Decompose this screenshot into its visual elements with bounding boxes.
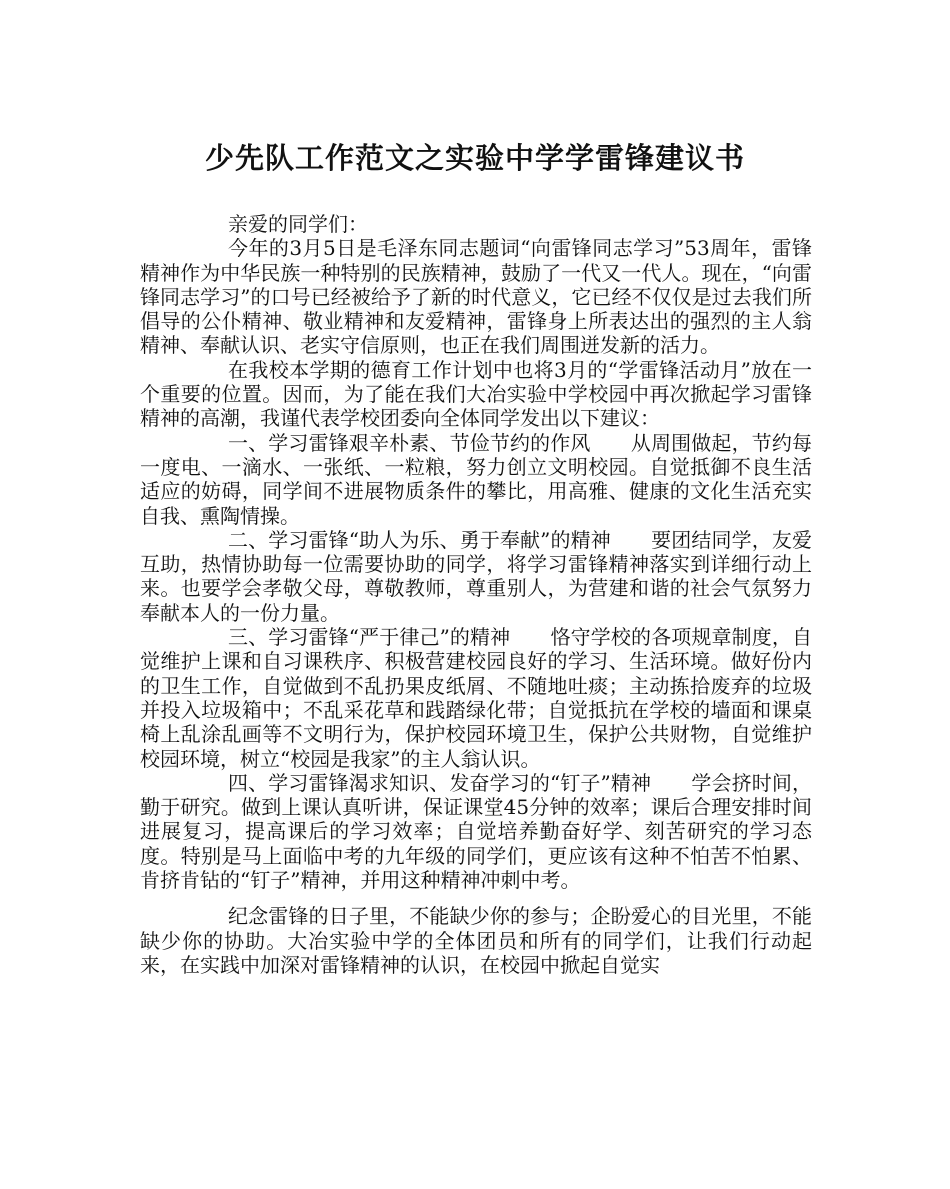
document-body [140,212,812,977]
paragraph-point-3: 三、学习雷锋“严于律己”的精神 恪守学校的各项规章制度，自觉维护上课和自习课秩序、积极营建校园良好的学习、生活环境。做好份内的卫生工作，自觉做到不乱扔果皮纸屑、不随地吐痰；主动拣拾废弃的垃圾并投入垃圾箱中；不乱采花草和践踏绿化带；自觉抵抗在学校的墙面和课桌椅上乱涂乱画等不文明行为，保护校园环境卫生，保护公共财物，自觉维护校园环境，树立“校园是我家”的主人翁认识。 [140,625,812,771]
paragraph-closing: 纪念雷锋的日子里，不能缺少你的参与；企盼爱心的目光里，不能缺少你的协助。大冶实验中学的全体团员和所有的同学们，让我们行动起来，在实践中加深对雷锋精神的认识，在校园中掀起自觉实 [140,904,812,977]
paragraph-point-4: 四、学习雷锋渴求知识、发奋学习的“钉子”精神 学会挤时间，勤于研究。做到上课认真听讲，保证课堂45分钟的效率；课后合理安排时间进展复习，提高课后的学习效率；自觉培养勤奋好学、刻苦研究的学习态度。特别是马上面临中考的九年级的同学们，更应该有这种不怕苦不怕累、肯挤肯钻的“钉子”精神，并用这种精神冲刺中考。 [140,770,812,893]
salutation: 亲爱的同学们： [228,212,368,236]
paragraph-intro: 今年的3月5日是毛泽东同志题词“向雷锋同志学习”53周年，雷锋精神作为中华民族一种特别的民族精神，鼓励了一代又一代人。现在，“向雷锋同志学习”的口号已经被给予了新的时代意义，它已经不仅仅是过去我们所倡导的公仆精神、敬业精神和友爱精神，雷锋身上所表达出的强烈的主人翁精神、奉献认识、老实守信原则，也正在我们周围迸发新的活力。 [140,236,812,358]
document-title: 少先队工作范文之实验中学学雷锋建议书 [204,141,745,175]
paragraph-plan: 在我校本学期的德育工作计划中也将3月的“学雷锋活动月”放在一个重要的位置。因而，为了能在我们大冶实验中学校园中再次掀起学习雷锋精神的高潮，我谨代表学校团委向全体同学发出以下建议： [140,357,812,431]
paragraph-point-2: 二、学习雷锋“助人为乐、勇于奉献”的精神 要团结同学，友爱互助，热情协助每一位需要协助的同学，将学习雷锋精神落实到详细行动上来。也要学会孝敬父母，尊敬教师，尊重别人，为营建和谐的社会气氛努力奉献本人的一份力量。 [140,527,812,625]
paragraph-point-1: 一、学习雷锋艰辛朴素、节俭节约的作风 从周围做起，节约每一度电、一滴水、一张纸、一粒粮，努力创立文明校园。自觉抵御不良生活适应的妨碍，同学间不进展物质条件的攀比，用高雅、健康的文化生活充实自我、熏陶情操。 [140,430,812,528]
